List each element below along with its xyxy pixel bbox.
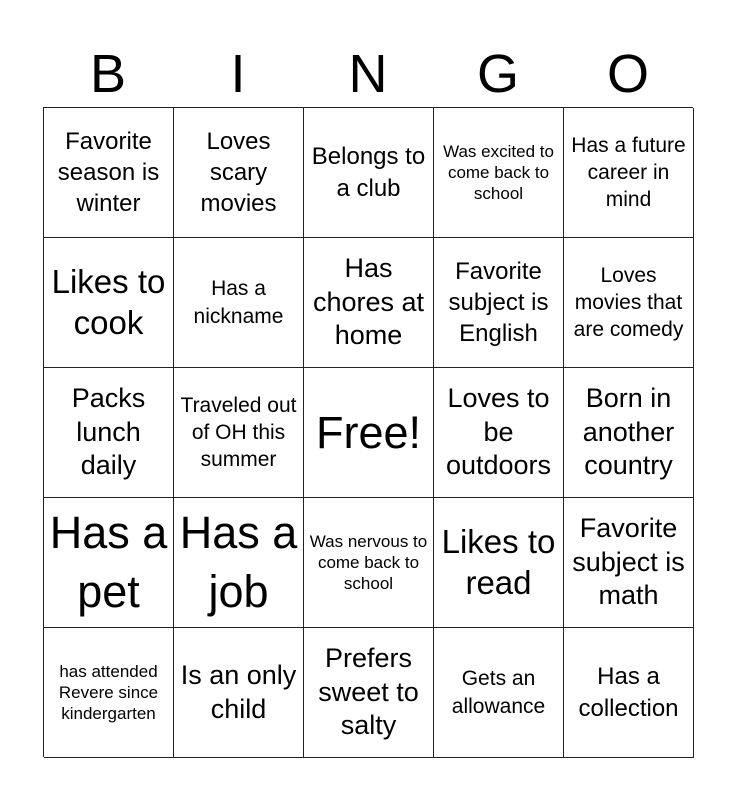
bingo-cell[interactable] — [434, 238, 564, 368]
free-space-text: Free! — [315, 406, 422, 458]
bingo-cell[interactable] — [44, 368, 174, 498]
cell-text: Packs lunch daily — [71, 382, 146, 481]
cell-text: Was excited to come back to school — [443, 141, 554, 204]
bingo-cell[interactable] — [174, 108, 304, 238]
bingo-cell[interactable] — [44, 628, 174, 758]
header-letter-i: I — [230, 44, 246, 104]
cell-text: Born in another country — [582, 382, 675, 481]
cell-text: Traveled out of OH this summer — [180, 393, 297, 472]
cell-text: Has a pet — [49, 507, 168, 617]
bingo-cell[interactable] — [434, 108, 564, 238]
bingo-cell[interactable] — [304, 108, 434, 238]
cell-text: Favorite subject is English — [448, 257, 549, 348]
bingo-cell[interactable] — [174, 498, 304, 628]
cell-text: Belongs to a club — [311, 143, 426, 202]
bingo-grid — [43, 107, 693, 757]
bingo-cell[interactable] — [174, 368, 304, 498]
header-letter-o: O — [606, 44, 649, 104]
cell-text: Likes to read — [441, 523, 556, 601]
cell-text: Was nervous to come back to school — [309, 531, 428, 594]
bingo-cell[interactable] — [434, 628, 564, 758]
bingo-cell[interactable] — [564, 368, 694, 498]
cell-text: Prefers sweet to salty — [318, 642, 419, 741]
header-letter-g: G — [476, 44, 519, 104]
bingo-cell[interactable] — [304, 628, 434, 758]
cell-text: Gets an allowance — [451, 667, 546, 718]
bingo-cell[interactable] — [174, 628, 304, 758]
bingo-cell[interactable] — [174, 238, 304, 368]
cell-text: Loves to be outdoors — [445, 382, 552, 481]
cell-text: Loves scary movies — [200, 127, 277, 218]
free-space-cell[interactable] — [304, 368, 434, 498]
bingo-cell[interactable] — [44, 108, 174, 238]
bingo-cell[interactable] — [564, 498, 694, 628]
cell-text: Has a nickname — [193, 277, 284, 328]
cell-text: Has a job — [179, 507, 298, 617]
header-letter-b: B — [89, 44, 127, 104]
bingo-cell[interactable] — [434, 368, 564, 498]
bingo-cell[interactable] — [44, 238, 174, 368]
cell-text: Has a future career in mind — [571, 133, 686, 212]
cell-text: Likes to cook — [51, 263, 166, 341]
cell-text: Loves movies that are comedy — [573, 263, 684, 342]
cell-text: Has a collection — [578, 663, 679, 722]
cell-text: Favorite season is winter — [57, 127, 160, 218]
cell-text: Favorite subject is math — [572, 512, 685, 611]
bingo-cell[interactable] — [564, 238, 694, 368]
bingo-cell[interactable] — [44, 498, 174, 628]
bingo-cell[interactable] — [434, 498, 564, 628]
bingo-header — [43, 42, 693, 106]
bingo-cell[interactable] — [564, 108, 694, 238]
bingo-cell[interactable] — [304, 498, 434, 628]
cell-text: Is an only child — [180, 659, 297, 724]
header-letter-n: N — [348, 44, 388, 104]
bingo-cell[interactable] — [564, 628, 694, 758]
bingo-cell[interactable] — [304, 238, 434, 368]
cell-text: Has chores at home — [312, 252, 425, 351]
cell-text: has attended Revere since kindergarten — [58, 661, 159, 724]
